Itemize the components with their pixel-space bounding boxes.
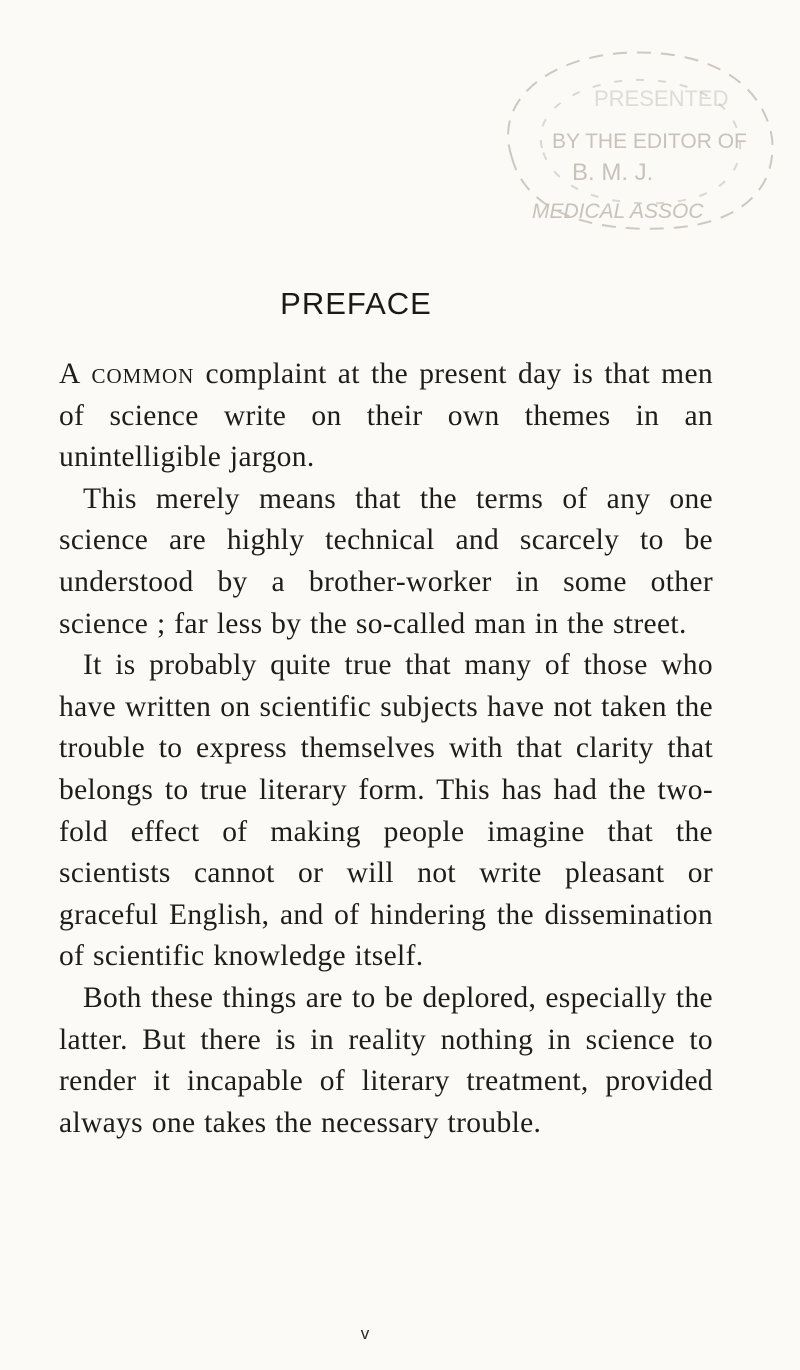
stamp-seal-icon <box>472 38 792 238</box>
page-title: PREFACE <box>280 286 432 321</box>
lead-words: A common <box>59 358 195 390</box>
paragraph-2: This merely means that the terms of any one science are highly technical and scarcely to be understood by a brother-worker in some other science ; far less by the so-called man in the street. <box>59 482 713 640</box>
paragraph-3: It is probably quite true that many of those who have written on scientific subjects have not taken the trouble to express themselves with that clarity that belongs to true literary form. This has had the two-fold effect of making people imagine that the scientists cannot or will not write pleasant or graceful English, and of hindering the dissemination of scientific knowledge itself. <box>59 649 713 973</box>
stamp-line-3: B. M. J. <box>572 159 654 186</box>
stamp-line-1: PRESENTED <box>594 86 729 111</box>
stamp-line-2: BY THE EDITOR OF <box>552 130 747 153</box>
paragraph-4: Both these things are to be deplored, especially the latter. But there is in reality nothing in science to render it incapable of literary treatment, provided always one takes the necessary trouble. <box>59 981 713 1139</box>
page-number: v <box>360 1324 370 1343</box>
paragraph-1-text: complaint at the present day is that men of science write on their own themes in an unintelligible jargon. <box>59 358 713 474</box>
paragraph-1 <box>59 354 713 479</box>
stamp-line-4: MEDICAL ASSOC <box>532 200 704 223</box>
library-stamp <box>472 38 792 238</box>
preface-body <box>59 354 713 1144</box>
